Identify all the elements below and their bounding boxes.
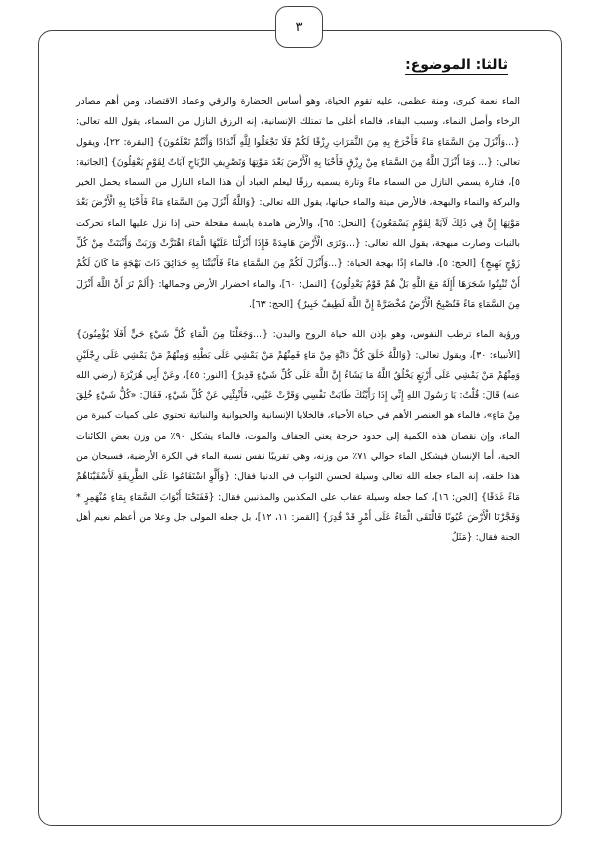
paragraph-water-life: ورؤية الماء ترطب النفوس، وهو بإذن الله حياة الروح والبدن: {...وَجَعَلْنَا مِنَ الْمَاءِ كُلَّ شَيْءٍ حَيٍّ أَفَلَا يُؤْمِنُونَ} [الأنبياء: ٣٠]، ويقول تعالى: {وَاللَّهُ خَلَقَ كُلَّ دَابَّةٍ مِنْ مَاءٍ فَمِنْهُمْ مَنْ يَمْشِي عَلَى بَطْنِهِ وَمِنْهُمْ مَنْ يَمْشِي عَلَى رِجْلَيْنِ وَمِنْهُمْ مَنْ يَمْشِي عَلَى أَرْبَعٍ يَخْلُقُ اللَّهُ مَا يَشَاءُ إِنَّ اللَّهَ عَلَى كُلِّ شَيْءٍ قَدِيرٌ} [النور: ٤٥]، وعَنْ أَبِي هُرَيْرَةَ (رضي الله عنه) قَالَ: قُلْتُ: يَا رَسُولَ اللهِ إِنِّي إِذَا رَأَيْتُكَ طَابَتْ نَفْسِي وَقَرَّتْ عَيْنِي، فَأَنْبِئْنِي عَنْ كُلِّ شَيْءٍ، فَقَالَ: «كُلُّ شَيْءٍ خُلِقَ مِنْ مَاءٍ»، فالماء هو العنصر الأهم في حياة الأحياء، فالخلايا الإنسانية والحيوانية والنباتية تحتوي على كميات كبيرة من الماء، وإن نقصان هذه الكمية إلى حدود حرجة يعني الجفاف والموت، فالماء يشكل ٩٠٪ من وزن بعض الكائنات الحية، أما الإنسان فيشكل الماء حوالي ٧١٪ من وزنه، وهي تقريبًا نفس نسبة الماء في الكرة الأرضية، فسبحان من هذا خلقه، إنه الماء جعله الله تعالى وسيلة لحسن الثواب في الدنيا فقال: {وَأَلَّوِ اسْتَقَامُوا عَلَى الطَّرِيقَةِ لَأَسْقَيْنَاهُمْ مَاءً غَدَقًا} [الجن: ١٦]، كما جعله وسيلة عقاب على المكذبين والمذنبين فقال: {فَفَتَحْنَا أَبْوَابَ السَّمَاءِ بِمَاءٍ مُنْهَمِرٍ * وَفَجَّرْنَا الْأَرْضَ عُيُونًا فَالْتَقَى الْمَاءُ عَلَى أَمْرٍ قَدْ قُدِرَ} [القمر: ١١، ١٢]، بل جعله المولى جل وعلا من أعظم نعيم أهل الجنة فقال: {مَثَلُ — [76, 329, 520, 544]
body-text — [76, 92, 520, 549]
section-heading: ثالثا: الموضوع: — [405, 57, 508, 73]
paragraph-water-blessing: الماء نعمة كبرى، ومنة عظمى، عليه تقوم الحياة، وهو أساس الحضارة والرقي وعماد الاقتصاد، ومن أهم مصادر الرخاء وأصل النماء، وسبب البقاء، فالماء أغلى ما تمتلك الإنسانية، إنه الرزق النازل من السماء، يقول الله تعالى: {...وَأَنْزَلَ مِنَ السَّمَاءِ مَاءً فَأَخْرَجَ بِهِ مِنَ الثَّمَرَاتِ رِزْقًا لَكُمْ فَلَا تَجْعَلُوا لِلَّهِ أَنْدَادًا وَأَنْتُمْ تَعْلَمُونَ} [البقرة: ٢٢]، ويقول تعالى: {... وَمَا أَنْزَلَ اللَّهُ مِنَ السَّمَاءِ مِنْ رِزْقٍ فَأَحْيَا بِهِ الْأَرْضَ بَعْدَ مَوْتِهَا وَتَصْرِيفِ الرِّيَاحِ آيَاتٌ لِقَوْمٍ يَعْقِلُونَ} [الجاثية: ٥]، فتارة يسمي النازل من السماء ماءً وتارة يسميه رزقًا ليعلم العباد أن هذا الماء النازل من السماء يحمل الخير والبركة والنماء والبهجة، فالأرض ميتة والماء حياتها، يقول الله تعالى: {وَاللَّهُ أَنْزَلَ مِنَ السَّمَاءِ مَاءً فَأَحْيَا بِهِ الْأَرْضَ بَعْدَ مَوْتِهَا إِنَّ فِي ذَلِكَ لَآيَةً لِقَوْمٍ يَسْمَعُونَ} [النحل: ٦٥]، والأرض هامدة يابسة مقحلة حتى إذا نزل عليها الماء تحركت بالنبات وصارت مبهجة، يقول الله تعالى: {...وَتَرَى الْأَرْضَ هَامِدَةً فَإِذَا أَنْزَلْنَا عَلَيْهَا الْمَاءَ اهْتَزَّتْ وَرَبَتْ وَأَنْبَتَتْ مِنْ كُلِّ زَوْجٍ بَهِيجٍ} [الحج: ٥]، فالماء إذًا بهجة الحياة: {...وَأَنْزَلَ لَكُمْ مِنَ السَّمَاءِ مَاءً فَأَنْبَتْنَا بِهِ حَدَائِقَ ذَاتَ بَهْجَةٍ مَا كَانَ لَكُمْ أَنْ تُنْبِتُوا شَجَرَهَا أَإِلَهٌ مَعَ اللَّهِ بَلْ هُمْ قَوْمٌ يَعْدِلُونَ} [النمل: ٦٠]، والماء اخضرار الأرض وجمالها: {أَلَمْ تَرَ أَنَّ اللَّهَ أَنْزَلَ مِنَ السَّمَاءِ مَاءً فَتُصْبِحُ الْأَرْضُ مُخْضَرَّةً إِنَّ اللَّهَ لَطِيفٌ خَبِيرٌ} [الحج: ٦٣]. — [76, 96, 521, 310]
page-number — [275, 6, 323, 48]
page-number-label: ٣ — [295, 19, 303, 35]
